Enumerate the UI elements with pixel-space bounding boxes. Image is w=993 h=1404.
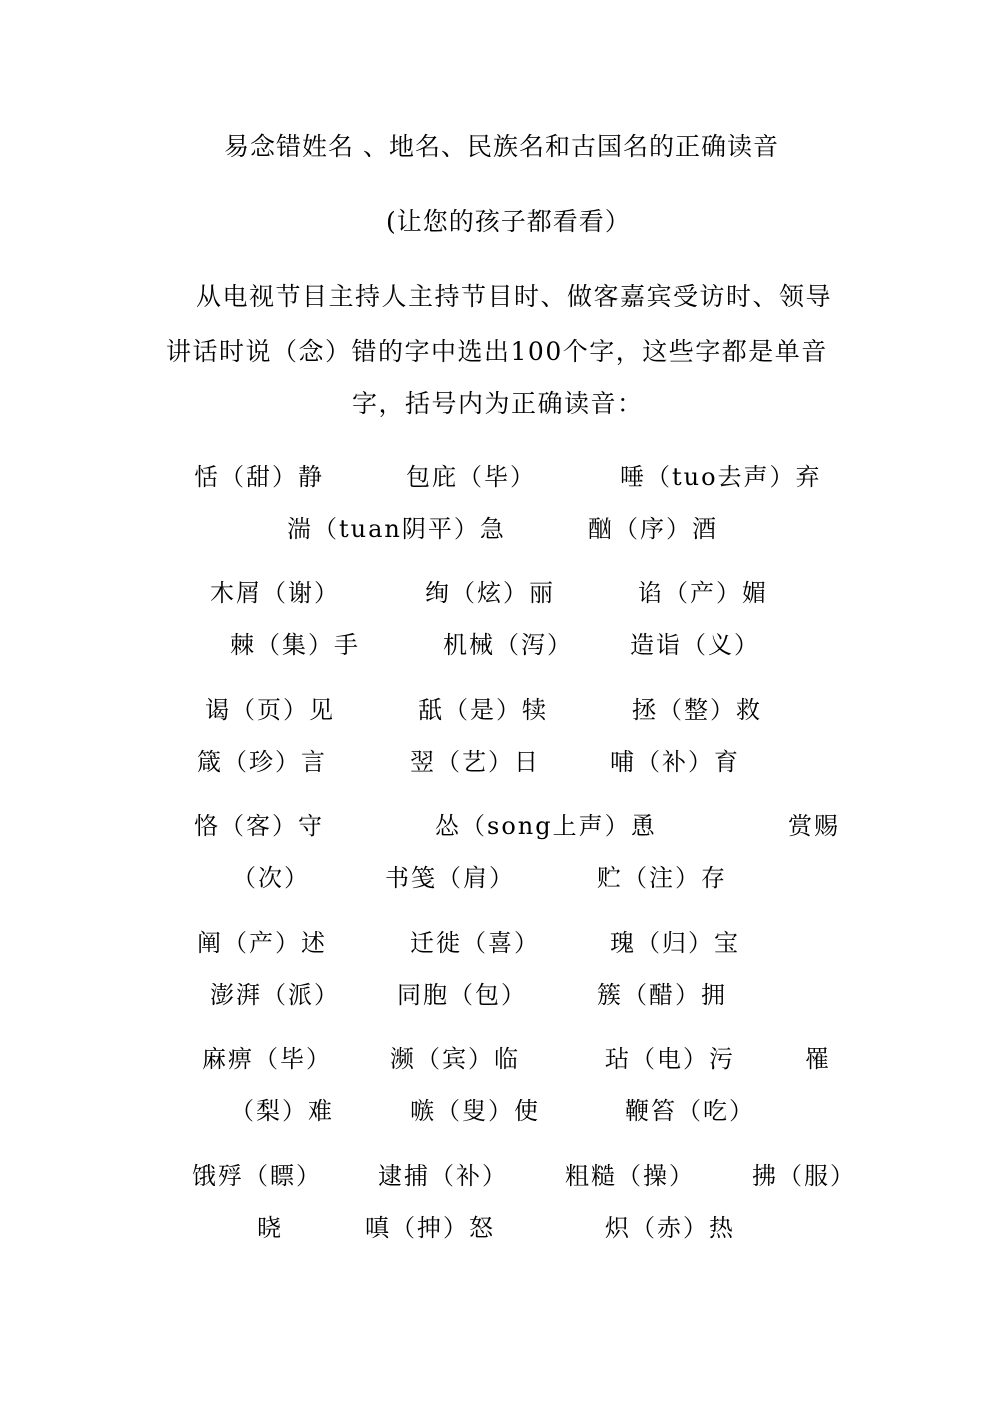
word-item: 酗（序）酒 <box>588 515 718 543</box>
word-item: 翌（艺）日 <box>410 748 540 776</box>
word-item: （梨）难 <box>230 1097 334 1125</box>
word-item: （次） <box>232 864 310 892</box>
word-item: 濒（宾）临 <box>390 1045 520 1073</box>
word-item: 包庇（毕） <box>406 463 536 491</box>
word-item: 逮捕（补） <box>378 1162 508 1190</box>
word-item: 赏赐 <box>788 812 840 840</box>
word-item: 拂（服） <box>752 1162 856 1190</box>
word-item: 簇（醋）拥 <box>597 981 727 1009</box>
word-item: 麻痹（毕） <box>202 1045 332 1073</box>
word-item: 同胞（包） <box>397 981 527 1009</box>
word-item: 绚（炫）丽 <box>425 579 555 607</box>
word-item: 嗾（叟）使 <box>410 1097 540 1125</box>
word-item: 机械（泻） <box>443 631 573 659</box>
intro-line-2: 讲话时说（念）错的字中选出100个字，这些字都是单音 <box>166 337 828 366</box>
word-item: 阐（产）述 <box>197 929 327 957</box>
word-item: 湍（tuan阴平）急 <box>287 515 506 543</box>
word-item: 澎湃（派） <box>210 981 340 1009</box>
word-item: 唾（tuo去声）弃 <box>620 463 822 491</box>
intro-line-3: 字，括号内为正确读音： <box>352 389 644 418</box>
word-item: 谄（产）媚 <box>638 579 768 607</box>
word-item: 鞭笞（吃） <box>625 1097 755 1125</box>
document-title: 易念错姓名 、地名、民族名和古国名的正确读音 <box>224 132 779 161</box>
word-item: 饿殍（瞟） <box>192 1162 322 1190</box>
word-item: 晓 <box>257 1214 283 1242</box>
word-item: 箴（珍）言 <box>197 748 327 776</box>
word-item: 舐（是）犊 <box>418 696 548 724</box>
intro-line-1: 从电视节目主持人主持节目时、做客嘉宾受访时、领导 <box>196 282 833 311</box>
word-item: 贮（注）存 <box>597 864 727 892</box>
word-item: 谒（页）见 <box>205 696 335 724</box>
word-item: 造诣（义） <box>630 631 760 659</box>
word-item: 怂（song上声）恿 <box>435 812 657 840</box>
document-subtitle: (让您的孩子都看看） <box>386 207 631 236</box>
word-item: 拯（整）救 <box>632 696 762 724</box>
word-item: 书笺（肩） <box>385 864 515 892</box>
word-item: 迁徙（喜） <box>410 929 540 957</box>
word-item: 炽（赤）热 <box>605 1214 735 1242</box>
word-item: 瑰（归）宝 <box>610 929 740 957</box>
word-item: 粗糙（操） <box>565 1162 695 1190</box>
word-item: 嗔（抻）怒 <box>365 1214 495 1242</box>
word-item: 哺（补）育 <box>610 748 740 776</box>
word-item: 木屑（谢） <box>210 579 340 607</box>
word-item: 罹 <box>805 1045 831 1073</box>
word-item: 恪（客）守 <box>194 812 324 840</box>
word-item: 棘（集）手 <box>230 631 360 659</box>
word-item: 恬（甜）静 <box>194 463 324 491</box>
word-item: 玷（电）污 <box>605 1045 735 1073</box>
